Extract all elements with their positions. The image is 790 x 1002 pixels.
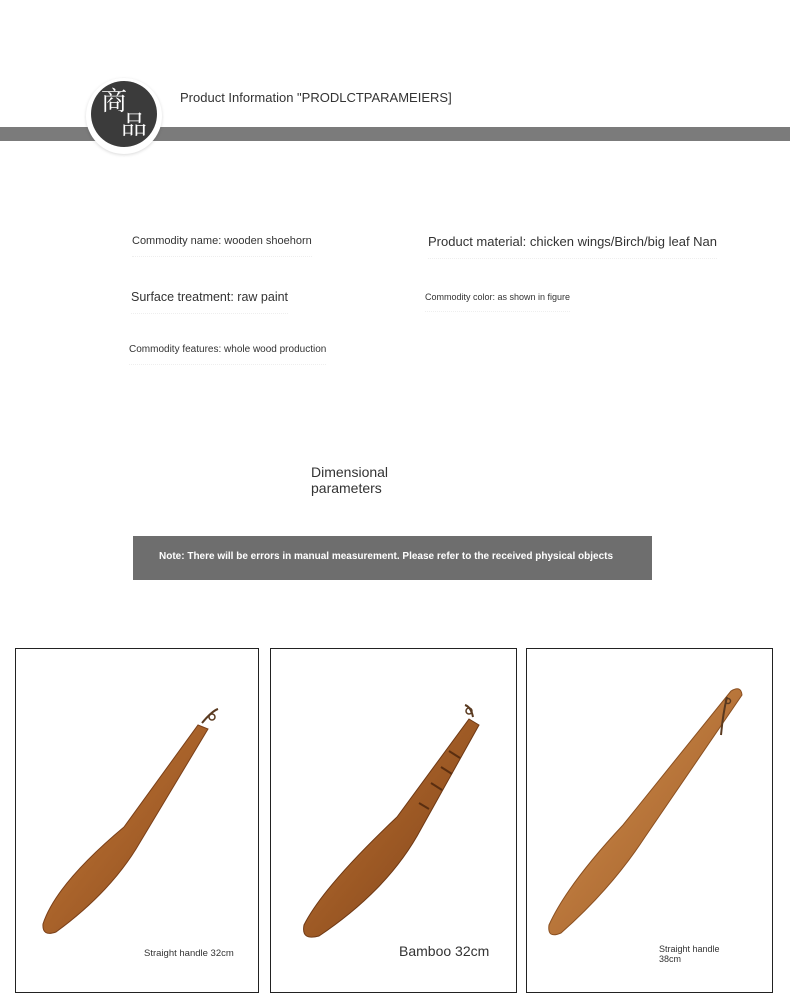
- spec-commodity-features: Commodity features: whole wood production: [129, 344, 327, 355]
- measurement-note: Note: There will be errors in manual measurement. Please refer to the received physical objects: [159, 551, 614, 562]
- product-caption-1: Straight handle 32cm: [144, 948, 234, 959]
- product-card-1[interactable]: [15, 648, 259, 993]
- dimensions-title-line-1: Dimensional: [311, 464, 389, 480]
- product-caption-3: Straight handle 38cm: [659, 944, 720, 964]
- product-card-3[interactable]: [526, 648, 773, 993]
- spec-commodity-name: Commodity name: wooden shoehorn: [132, 235, 312, 247]
- dimensions-title: [311, 464, 421, 496]
- badge-circle: [91, 81, 157, 147]
- badge-char-2: 品: [121, 111, 148, 141]
- section-badge: [86, 78, 162, 154]
- spec-commodity-color: Commodity color: as shown in figure: [425, 292, 571, 302]
- shoehorn-image-3: [527, 649, 774, 994]
- product-caption-2: Bamboo 32cm: [399, 943, 490, 959]
- dimensions-title-line-2: parameters: [311, 480, 382, 496]
- shoehorn-image-1: [16, 649, 260, 994]
- product-card-2[interactable]: [270, 648, 517, 993]
- measurement-note-bar: [133, 536, 652, 580]
- badge-char-1: 商: [101, 87, 128, 117]
- spec-product-material: Product material: chicken wings/Birch/big leaf Nan: [428, 234, 718, 249]
- spec-surface-treatment: Surface treatment: raw paint: [131, 290, 289, 304]
- section-title: Product Information "PRODLCTPARAMEIERS]: [180, 90, 452, 105]
